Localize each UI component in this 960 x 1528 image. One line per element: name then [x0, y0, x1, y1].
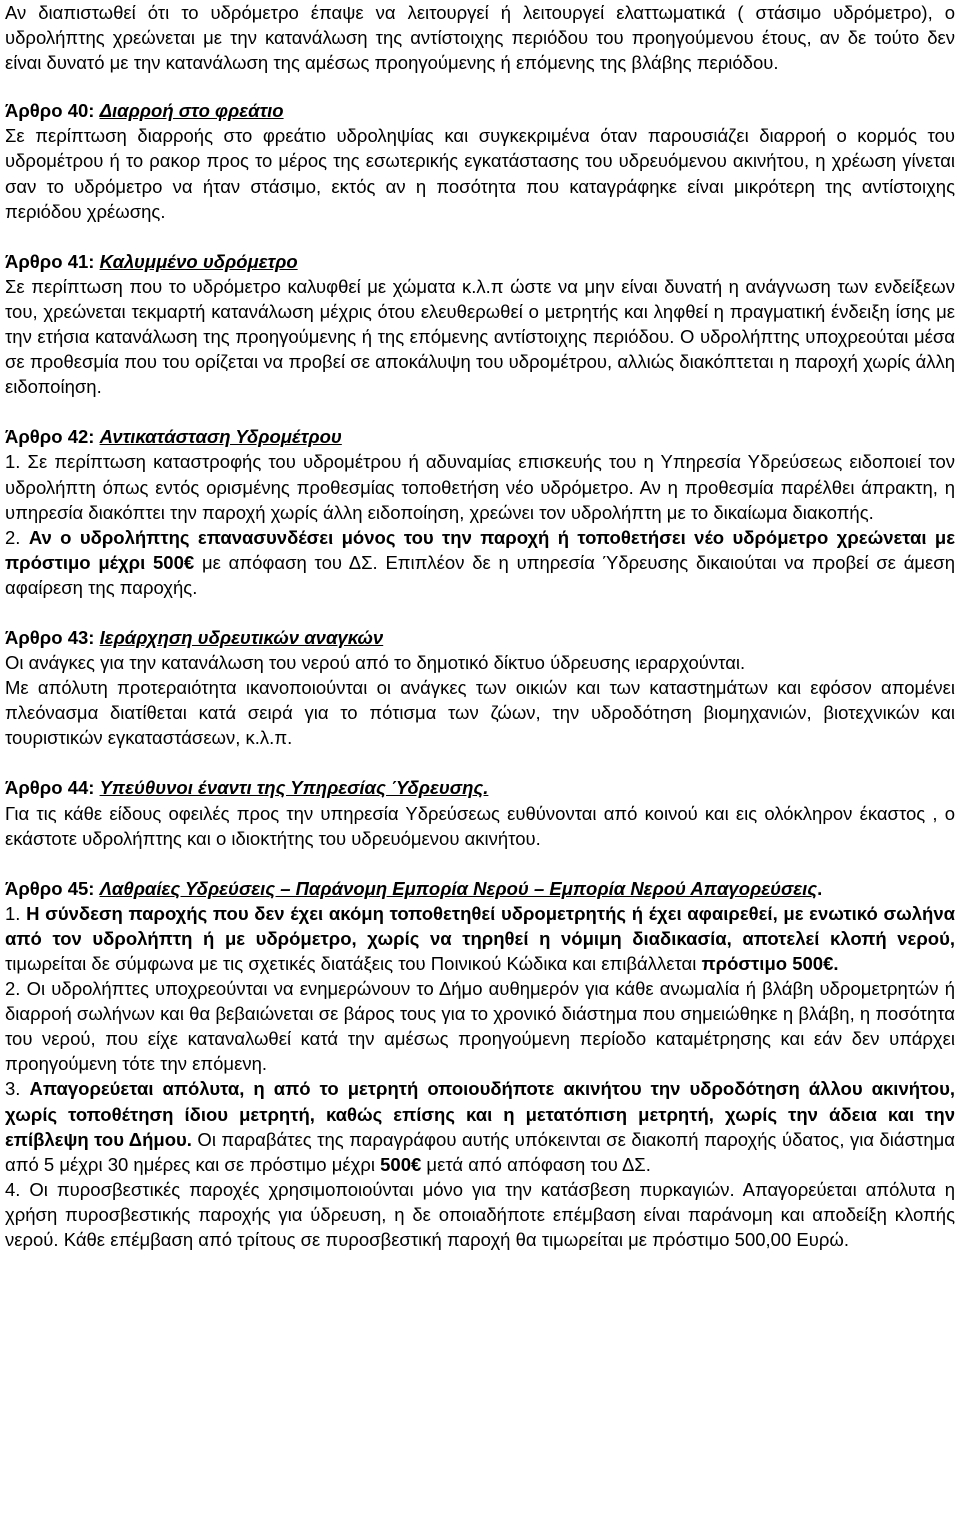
article-42-paragraph-1: 1. Σε περίπτωση καταστροφής του υδρομέτρου ή αδυναμίας επισκευής του η Υπηρεσία Υδρεύσεως ειδοποιεί τον υδρολήπτη όπως εντός ορισμένης προθεσμίας τοποθετήση νέο υδρόμετρο. Αν η προθεσμία παρέλθει άπρακτη, η υπηρεσία διακόπτει την παροχή χωρίς άλλη ειδοποίηση, χρεώνει τον υδρολήπτη με το δικαίωμα διακοπής.: [5, 451, 955, 523]
article-40-heading: [5, 98, 955, 123]
article-44-heading: [5, 775, 955, 800]
article-43-number: Άρθρο 43:: [5, 626, 100, 648]
article-41-text: Σε περίπτωση που το υδρόμετρο καλυφθεί με χώματα κ.λ.π ώστε να μην είναι δυνατή η ανάγνωση των ενδείξεων του, χρεώνεται τεκμαρτή κατανάλωση μέχρις ότου ελευθερωθεί ο μετρητής και ληφθεί η πραγματική ένδειξη ίσης με την ετήσια κατανάλωση της προηγούμενης ή της επόμενης αντίστοιχης περιόδου. Ο υδρολήπτης υποχρεούται μέσα σε προθεσμία που του ορίζεται να προβεί σε αποκάλυψη του υδρομέτρου, αλλιώς διακόπτεται η παροχή χωρίς άλλη ειδοποίηση.: [5, 275, 955, 398]
article-45-p1-fine: πρόστιμο 500€.: [701, 953, 839, 974]
article-40: [5, 98, 955, 223]
article-45-paragraph-4: 4. Οι πυροσβεστικές παροχές χρησιμοποιούνται μόνο για την κατάσβεση πυρκαγιών. Απαγορεύεται απόλυτα η χρήση πυροσβεστικής παροχής για ύδρευση, η δε οποιαδήποτε επέμβαση είναι παράνομη και αποδείξη κλοπής νερού. Κάθε επέμβαση από τρίτους σε πυροσβεστική παροχή θα τιμωρείται με πρόστιμο 500,00 Ευρώ.: [5, 1178, 955, 1251]
article-45-p3-mid: Οι παραβάτες της παραγράφου αυτής υπόκεινται σε διακοπή παροχής ύδατος, για διάστημα από 5 μέχρι 30 ημέρες και σε πρόστιμο μέχρι: [5, 1128, 955, 1175]
article-43-paragraph-1: Οι ανάγκες για την κατανάλωση του νερού από το δημοτικό δίκτυο ύδρευσης ιεραρχούνται.: [5, 652, 746, 674]
article-42-number: Άρθρο 42:: [5, 426, 100, 448]
article-45-p3-end: μετά από απόφαση του ΔΣ.: [421, 1153, 651, 1175]
article-43: [5, 625, 955, 750]
article-44-number: Άρθρο 44:: [5, 777, 100, 799]
article-43-title: Ιεράρχηση υδρευτικών αναγκών: [99, 626, 384, 648]
article-44: [5, 775, 955, 850]
article-45-heading: [5, 876, 955, 901]
article-45-p1-number: 1.: [5, 902, 27, 924]
article-45-paragraph-2: 2. Οι υδρολήπτες υποχρεούνται να ενημερώνουν το Δήμο αυθημερόν για κάθε ανωμαλία ή βλάβη υδρομετρητών ή διαρροή σωλήνων και θα βεβαιώνεται σε βάρος τους για το χρονικό διάστημα που σημειώθηκε η βλάβη, η ποσότητα του νερού, που είχε καταναλωθεί κατά την αμέσως προηγούμενη περίοδο καταμέτρησης και εάν δεν υπάρχει προηγούμενη τότε την επόμενη.: [5, 978, 955, 1075]
article-45-title: Λαθραίες Υδρεύσεις – Παράνομη Εμπορία Νερού – Εμπορία Νερού Απαγορεύσεις: [99, 877, 818, 899]
article-45-p1-mid: τιμωρείται δε σύμφωνα με τις σχετικές διατάξεις του Ποινικού Κώδικα και επιβάλλεται: [5, 953, 702, 974]
article-44-text: Για τις κάθε είδους οφειλές προς την υπηρεσία Υδρεύσεως ευθύνονται από κοινού και εις ολόκληρον έκαστος , ο εκάστοτε υδρολήπτης και ο ιδιοκτήτης του υδρευόμενου ακινήτου.: [5, 802, 955, 849]
article-41-number: Άρθρο 41:: [5, 250, 100, 272]
intro-paragraph: Αν διαπιστωθεί ότι το υδρόμετρο έπαψε να λειτουργεί ή λειτουργεί ελαττωματικά ( στάσιμο υδρόμετρο), ο υδρολήπτης χρεώνεται με την κατανάλωση της αντίστοιχης περιόδου του προηγούμενου έτους, αν δε τούτο δεν είναι δυνατό με την κατανάλωση της αμέσως προηγούμενης ή επόμενης της βλάβης περιόδου.: [5, 2, 955, 74]
article-40-text: Σε περίπτωση διαρροής στο φρεάτιο υδροληψίας και συγκεκριμένα όταν παρουσιάζει διαρροή ο κορμός του υδρομέτρου ή το ρακορ προς το μέρος της εσωτερικής εγκατάστασης του υδρευόμενου ακινήτου, η χρέωση γίνεται σαν το υδρόμετρο να ήταν στάσιμο, εκτός αν η ποσότητα που καταγράφηκε είναι μικρότερη της αντίστοιχης περιόδου χρέωσης.: [5, 125, 955, 222]
article-41: [5, 249, 955, 400]
article-42-title: Αντικατάσταση Υδρομέτρου: [99, 426, 342, 448]
article-40-number: Άρθρο 40:: [5, 100, 100, 122]
article-42-p2-bold: Αν ο υδρολήπτης επανασυνδέσει μόνος του την παροχή ή τοποθετήσει νέο υδρόμετρο χρεώνεται με πρόστιμο μέχρι 500€: [5, 526, 956, 573]
article-45-paragraph-3: [5, 1076, 955, 1176]
article-42-p2-rest: με απόφαση του ΔΣ. Επιπλέον δε η υπηρεσία Ύδρευσης δικαιούται να προβεί σε άμεση αφαίρεση της παροχής.: [5, 551, 956, 598]
article-45-number: Άρθρο 45:: [5, 877, 100, 899]
article-45-p3-bold: Απαγορεύεται απόλυτα, η από το μετρητή οποιουδήποτε ακινήτου την υδροδότηση άλλου ακινήτου, χωρίς τοποθέτηση ίδιου μετρητή, καθώς επίσης και η μετατόπιση μετρητή, χωρίς την άδεια και την επίβλεψη του Δήμου.: [5, 1078, 955, 1150]
article-42-paragraph-2: [5, 525, 955, 600]
article-41-title: Καλυμμένο υδρόμετρο: [99, 250, 298, 272]
article-44-title: Υπεύθυνοι έναντι της Υπηρεσίας Ύδρευσης.: [99, 777, 489, 799]
article-43-paragraph-2: Με απόλυτη προτεραιότητα ικανοποιούνται οι ανάγκες των οικιών και των καταστημάτων και εφόσον απομένει πλεόνασμα διατίθεται κατά σειρά για το πότισμα των ζώων, την υδροδότηση βιομηχανιών, βιοτεχνικών και τουριστικών εγκαταστάσεων, κ.λ.π.: [5, 677, 955, 749]
article-45-p1-bold: Η σύνδεση παροχής που δεν έχει ακόμη τοποθετηθεί υδρομετρητής ή έχει αφαιρεθεί, με ενωτικό σωλήνα από τον υδρολήπτη ή με υδρόμετρο, χωρίς να τηρηθεί η νόμιμη διαδικασία, αποτελεί κλοπή νερού,: [5, 902, 955, 949]
article-45-p3-number: 3.: [5, 1078, 30, 1100]
article-45-title-end: .: [817, 877, 823, 899]
article-42-p2-number: 2.: [5, 526, 29, 548]
article-45-p3-amount: 500€: [380, 1153, 422, 1175]
article-41-heading: [5, 249, 955, 274]
article-40-title: Διαρροή στο φρεάτιο: [99, 100, 284, 122]
article-43-heading: [5, 625, 955, 650]
article-45-paragraph-1: [5, 901, 955, 976]
article-42: [5, 424, 955, 600]
article-42-heading: [5, 424, 955, 449]
article-45: [5, 876, 955, 1252]
